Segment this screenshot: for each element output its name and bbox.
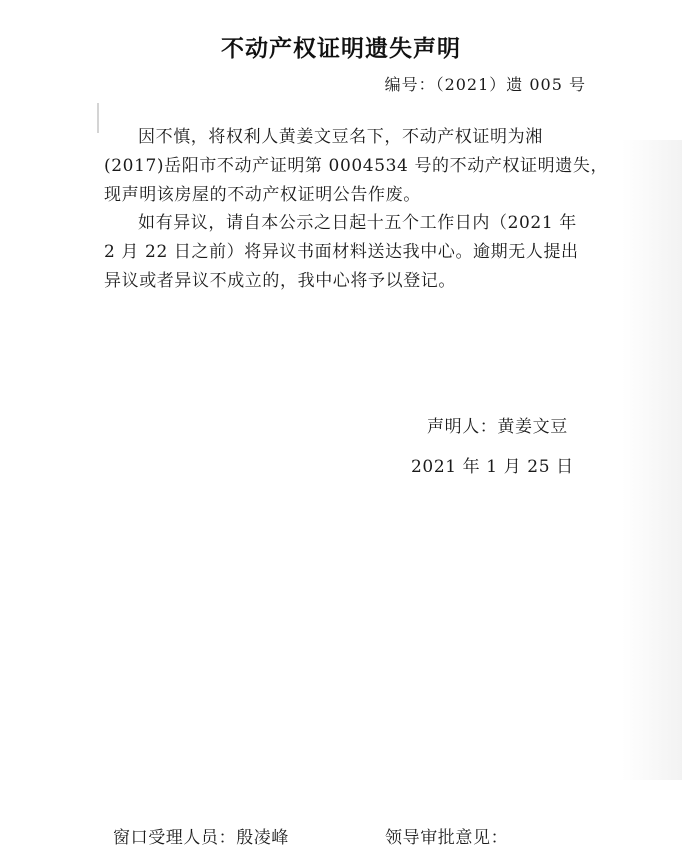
- document-title: 不动产权证明遗失声明: [221, 36, 461, 62]
- scan-artifact: [97, 103, 99, 133]
- paragraph-line: 现声明该房屋的不动产权证明公告作废。: [104, 185, 421, 205]
- declarant-signature: 声明人：黄姜文豆: [427, 417, 568, 437]
- scan-shadow: [622, 140, 682, 780]
- paragraph-line: 异议或者异议不成立的，我中心将予以登记。: [104, 271, 456, 291]
- declaration-date: 2021 年 1 月 25 日: [411, 457, 574, 477]
- notice-paragraph: [104, 123, 610, 210]
- paragraph-line: 如有异议，请自本公示之日起十五个工作日内（2021 年: [138, 213, 577, 233]
- paragraph-line: (2017)岳阳市不动产证明第 0004534 号的不动产权证明遗失，: [104, 156, 609, 176]
- paragraph-line: 2 月 22 日之前）将异议书面材料送达我中心。逾期无人提出: [104, 242, 579, 262]
- paragraph-line: 因不慎，将权利人黄姜文豆名下，不动产权证明为湘: [138, 127, 543, 147]
- leader-approval-field: 领导审批意见：: [385, 828, 509, 848]
- document-number: 编号：（2021）遗 005 号: [384, 75, 586, 94]
- objection-paragraph: [104, 209, 610, 296]
- window-staff-field: 窗口受理人员：殷凌峰: [113, 828, 289, 848]
